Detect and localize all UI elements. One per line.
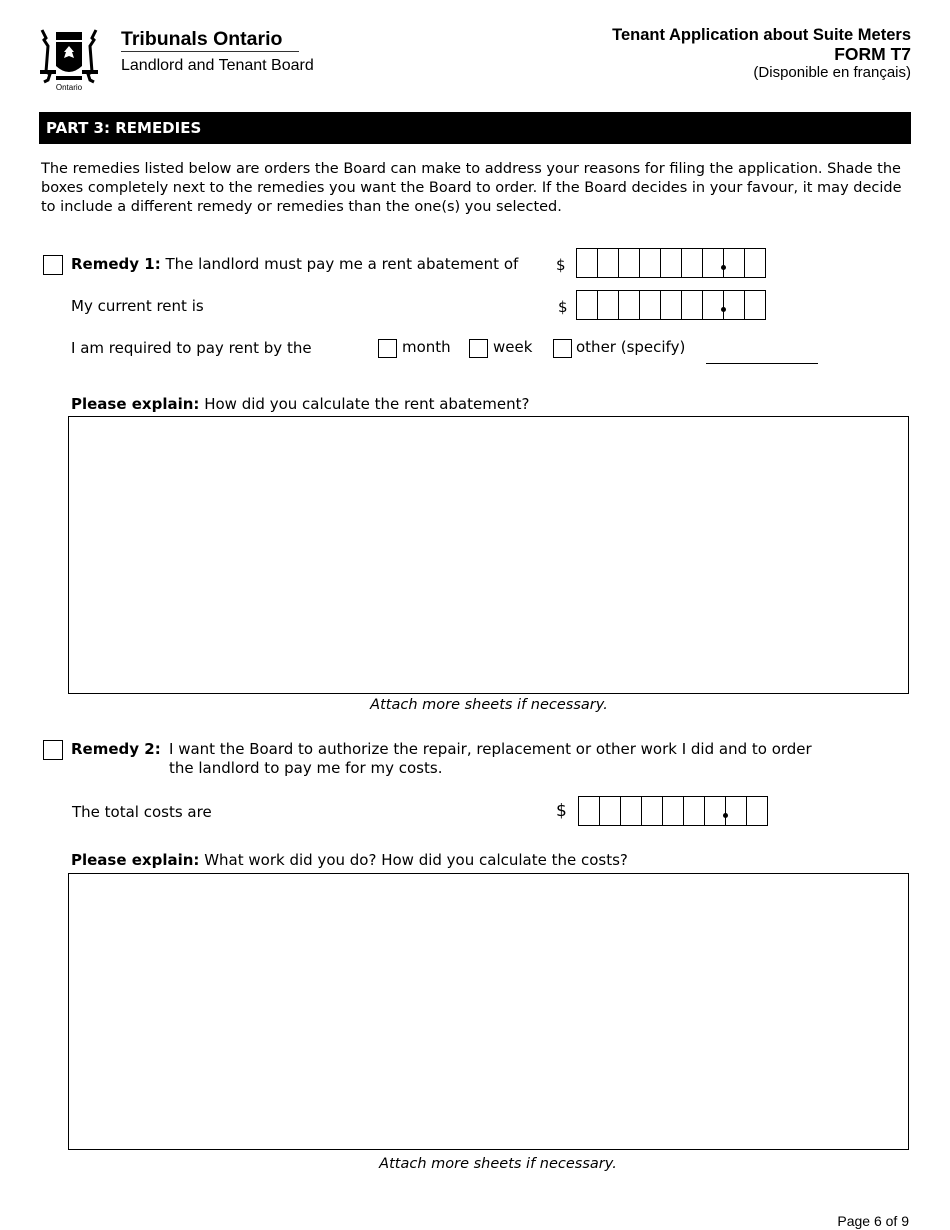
form-number: FORM T7 <box>834 44 911 64</box>
explain-label: Please explain: <box>71 395 200 413</box>
remedy-2-explain-prompt <box>71 851 628 870</box>
rent-period-month-checkbox[interactable] <box>378 339 397 358</box>
rent-period-month-label: month <box>402 338 451 356</box>
currency-symbol: $ <box>556 256 566 274</box>
rent-period-other-label: other (specify) <box>576 338 686 356</box>
explain-label: Please explain: <box>71 851 200 869</box>
svg-text:Ontario: Ontario <box>55 83 83 92</box>
ontario-coat-of-arms-logo <box>36 26 102 92</box>
explain-question: What work did you do? How did you calculate the costs? <box>204 851 628 869</box>
section-intro: The remedies listed below are orders the Board can make to address your reasons for filing the application. Shade the boxes completely next to the remedies you want the Board to order. If the Board decides in your favour, it may decide to include a different remedy or remedies than the one(s) you selected. <box>41 161 902 215</box>
total-costs-amount-field[interactable] <box>578 796 768 826</box>
remedy-2-explanation-textarea[interactable] <box>68 873 909 1150</box>
other-specify-field[interactable] <box>706 363 818 364</box>
attach-note: Attach more sheets if necessary. <box>370 697 608 713</box>
org-subtitle: Landlord and Tenant Board <box>121 57 314 74</box>
org-divider <box>121 51 299 52</box>
remedy-2-checkbox[interactable] <box>43 740 63 760</box>
explain-question: How did you calculate the rent abatement? <box>204 395 530 413</box>
remedy-1-explanation-textarea[interactable] <box>68 416 909 694</box>
remedy-2-text-line-2: the landlord to pay me for my costs. <box>169 759 443 777</box>
total-costs-label: The total costs are <box>72 803 212 821</box>
org-title: Tribunals Ontario <box>121 28 283 50</box>
rent-period-other-checkbox[interactable] <box>553 339 572 358</box>
rent-period-week-label: week <box>493 338 533 356</box>
remedy-1-statement <box>71 255 518 274</box>
french-note: (Disponible en français) <box>753 64 911 81</box>
form-header <box>612 26 911 81</box>
current-rent-label: My current rent is <box>71 297 204 315</box>
remedy-1-explain-prompt <box>71 395 529 414</box>
remedy-1-checkbox[interactable] <box>43 255 63 275</box>
currency-symbol: $ <box>558 298 568 316</box>
form-title: Tenant Application about Suite Meters <box>612 26 911 44</box>
current-rent-amount-field[interactable] <box>576 290 766 320</box>
rent-abatement-amount-field[interactable] <box>576 248 766 278</box>
remedy-2-text-line-1: I want the Board to authorize the repair, replacement or other work I did and to order <box>169 740 812 758</box>
section-title: PART 3: REMEDIES <box>39 112 911 144</box>
remedy-1-text: The landlord must pay me a rent abatement of <box>165 255 519 273</box>
attach-note: Attach more sheets if necessary. <box>379 1156 617 1172</box>
pay-rent-by-label: I am required to pay rent by the <box>71 339 312 357</box>
remedy-2-label: Remedy 2: <box>71 740 161 758</box>
rent-period-week-checkbox[interactable] <box>469 339 488 358</box>
currency-symbol: $ <box>556 801 567 821</box>
page-number: Page 6 of 9 <box>837 1213 909 1229</box>
remedy-1-label: Remedy 1: <box>71 255 161 273</box>
